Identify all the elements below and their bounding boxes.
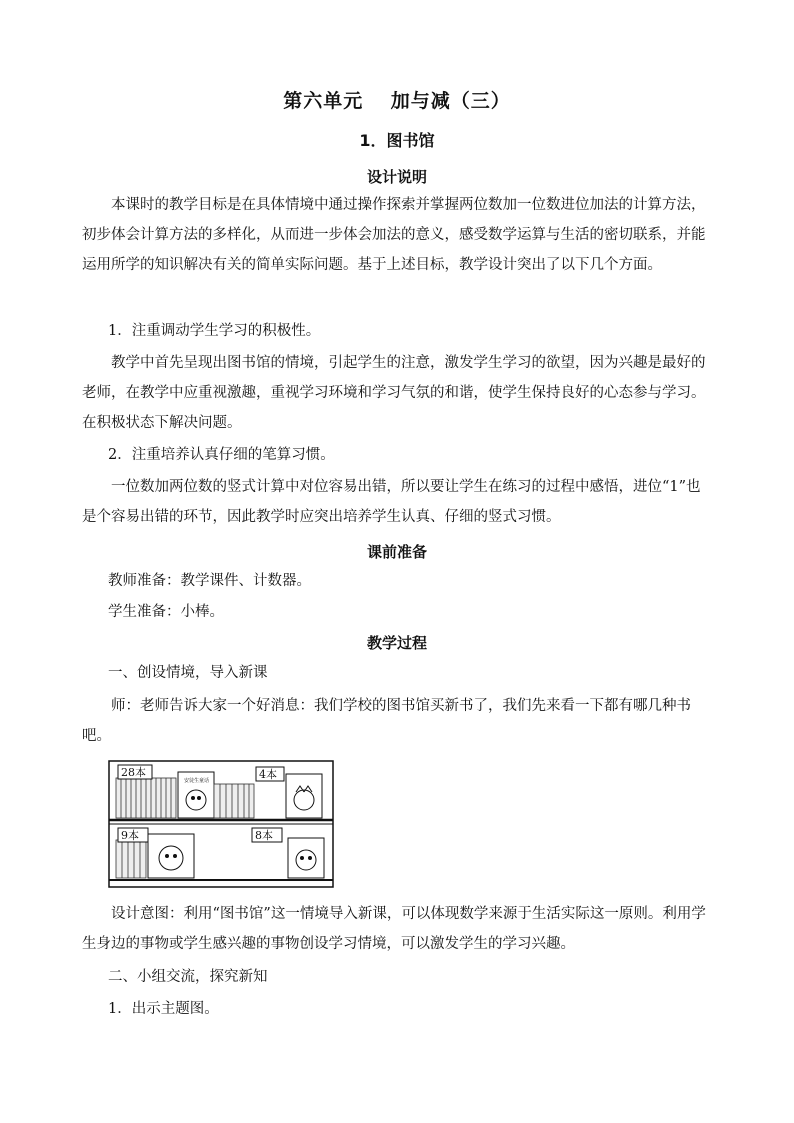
design-intro-paragraph: 本课时的教学目标是在具体情境中通过操作探索并掌握两位数加一位数进位加法的计算方法，初步体会计算方法的多样化，从而进一步体会加法的意义，感受数学运算与生活的密切联系，并能运用所学的知识解决有关的简单实际问题。基于上述目标，教学设计突出了以下几个方面。 [82, 197, 706, 273]
point1-title: 1．注重调动学生学习的积极性。 [108, 323, 321, 339]
point1-body: 教学中首先呈现出图书馆的情境，引起学生的注意，激发学生学习的欲望，因为兴趣是最好的老师，在教学中应重视激趣，重视学习环境和学习气氛的和谐，使学生保持良好的心态参与学习。在积极状态下解决问题。 [82, 355, 706, 431]
step2-item1: 1．出示主题图。 [108, 1001, 219, 1017]
design-heading: 设计说明 [366, 168, 427, 186]
count-label-9-text: 9本 [121, 829, 139, 842]
step2-title: 二、小组交流，探究新知 [108, 969, 268, 985]
cover-title-top-left: 安徒生童话 [184, 778, 210, 784]
book-stack-bottom-left [116, 840, 146, 878]
book-cover-bottom-left [148, 834, 194, 878]
point2-title: 2．注重培养认真仔细的笔算习惯。 [108, 447, 335, 463]
point2-body: 一位数加两位数的竖式计算中对位容易出错，所以要让学生在练习的过程中感悟，进位“1”也是个容易出错的环节，因此教学时应突出培养学生认真、仔细的竖式习惯。 [82, 479, 701, 525]
student-prep: 学生准备：小棒。 [108, 604, 224, 620]
unit-title: 第六单元 加与减（三） [283, 90, 511, 112]
book-cover-top-right [286, 774, 322, 818]
book-stack-top-left [116, 778, 176, 818]
lesson-title: 1．图书馆 [359, 131, 435, 150]
prep-heading: 课前准备 [366, 543, 427, 561]
teacher-prep: 教师准备：教学课件、计数器。 [108, 573, 311, 589]
count-label-8-text: 8本 [255, 829, 273, 842]
count-label-4-text: 4本 [259, 768, 277, 781]
step1-design-intent: 设计意图：利用“图书馆”这一情境导入新课，可以体现数学来源于生活实际这一原则。利用学生身边的事物或学生感兴趣的事物创设学习情境，可以激发学生的学习兴趣。 [82, 906, 706, 952]
book-cover-bottom-right [288, 838, 324, 878]
process-heading: 教学过程 [366, 634, 427, 652]
step1-teacher-speech: 师：老师告诉大家一个好消息：我们学校的图书馆买新书了，我们先来看一下都有哪几种书吧。 [82, 698, 691, 744]
book-stack-top-mid [214, 784, 254, 818]
count-label-28-text: 28本 [121, 766, 146, 779]
step1-title: 一、创设情境，导入新课 [108, 665, 268, 681]
bookshelf-illustration [108, 760, 334, 888]
